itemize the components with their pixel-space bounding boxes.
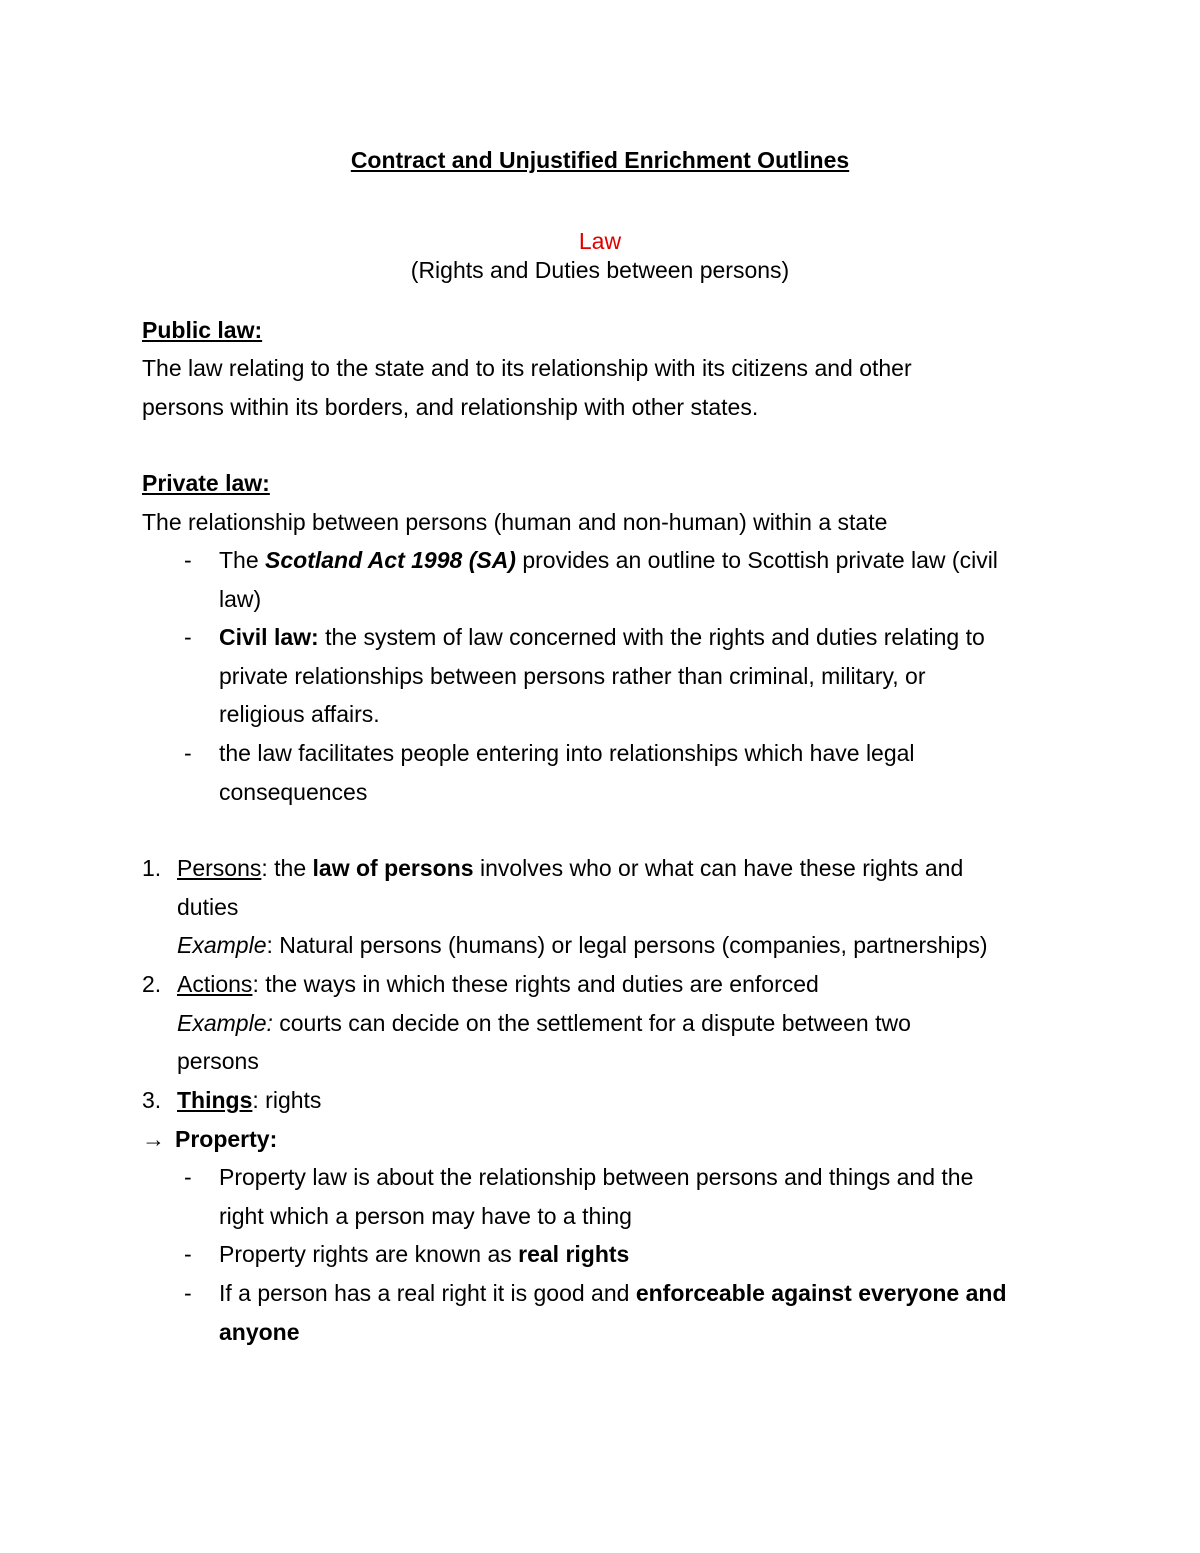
document-title: Contract and Unjustified Enrichment Outlines xyxy=(350,147,850,173)
private-law-intro: The relationship between persons (human and non-human) within a state xyxy=(142,509,888,535)
list-number-3: 3. xyxy=(142,1087,162,1113)
bullet-dash: - xyxy=(184,624,192,650)
private-bullet-2-cont-1: private relationships between persons rather than criminal, military, or xyxy=(219,663,926,689)
list-number-1: 1. xyxy=(142,855,162,881)
property-bullet-3-cont: anyone xyxy=(219,1319,300,1345)
act-name: Scotland Act 1998 (SA) xyxy=(265,547,516,573)
property-bullet-1: Property law is about the relationship between persons and things and the xyxy=(219,1164,974,1190)
bullet-dash: - xyxy=(184,547,192,573)
bold-term: law of persons xyxy=(312,855,474,881)
text: : the xyxy=(261,855,313,881)
property-bullet-2 xyxy=(219,1235,629,1273)
term: Things xyxy=(177,1087,253,1113)
private-bullet-1-cont: law) xyxy=(219,586,262,612)
bold-term: enforceable against everyone and xyxy=(635,1280,1007,1306)
bullet-dash: - xyxy=(184,1164,192,1190)
text: If a person has a real right it is good and xyxy=(219,1280,636,1306)
private-bullet-1 xyxy=(219,541,998,579)
section-heading: Law xyxy=(578,228,622,254)
private-bullet-2 xyxy=(219,618,985,656)
text: : Natural persons (humans) or legal persons (companies, partnerships) xyxy=(266,932,988,958)
public-law-line-1: The law relating to the state and to its relationship with its citizens and other xyxy=(142,355,912,381)
list-item-persons-example xyxy=(177,926,987,964)
text: the system of law concerned with the rights and duties relating to xyxy=(318,624,985,650)
property-bullet-1-cont: right which a person may have to a thing xyxy=(219,1203,632,1229)
list-item-actions-example xyxy=(177,1004,911,1042)
text: : rights xyxy=(252,1087,322,1113)
private-bullet-2-cont-2: religious affairs. xyxy=(219,701,380,727)
public-law-heading: Public law: xyxy=(142,317,263,343)
arrow-right-icon: → xyxy=(142,1126,165,1152)
text: : the ways in which these rights and duties are enforced xyxy=(252,971,819,997)
list-item-persons-cont: duties xyxy=(177,894,239,920)
public-law-line-2: persons within its borders, and relationship with other states. xyxy=(142,394,759,420)
private-law-heading: Private law: xyxy=(142,470,270,496)
property-bullet-3 xyxy=(219,1274,1007,1312)
list-item-persons xyxy=(177,849,963,887)
private-bullet-3-cont: consequences xyxy=(219,779,368,805)
text: provides an outline to Scottish private law (civil xyxy=(515,547,998,573)
text: courts can decide on the settlement for a dispute between two xyxy=(272,1010,911,1036)
example-label: Example xyxy=(177,932,267,958)
bullet-dash: - xyxy=(184,740,192,766)
list-item-things xyxy=(177,1081,321,1119)
section-subheading: (Rights and Duties between persons) xyxy=(410,257,790,283)
text: involves who or what can have these rights and xyxy=(473,855,964,881)
bold-term: real rights xyxy=(518,1241,630,1267)
text: The xyxy=(219,547,266,573)
bullet-dash: - xyxy=(184,1280,192,1306)
list-number-2: 2. xyxy=(142,971,162,997)
bullet-dash: - xyxy=(184,1241,192,1267)
property-heading: Property: xyxy=(175,1126,278,1152)
text: Property rights are known as xyxy=(219,1241,519,1267)
list-item-actions-cont: persons xyxy=(177,1048,259,1074)
civil-law-term: Civil law: xyxy=(219,624,319,650)
term: Actions xyxy=(177,971,253,997)
example-label: Example: xyxy=(177,1010,273,1036)
term: Persons xyxy=(177,855,262,881)
list-item-actions xyxy=(177,965,819,1003)
private-bullet-3: the law facilitates people entering into relationships which have legal xyxy=(219,740,915,766)
